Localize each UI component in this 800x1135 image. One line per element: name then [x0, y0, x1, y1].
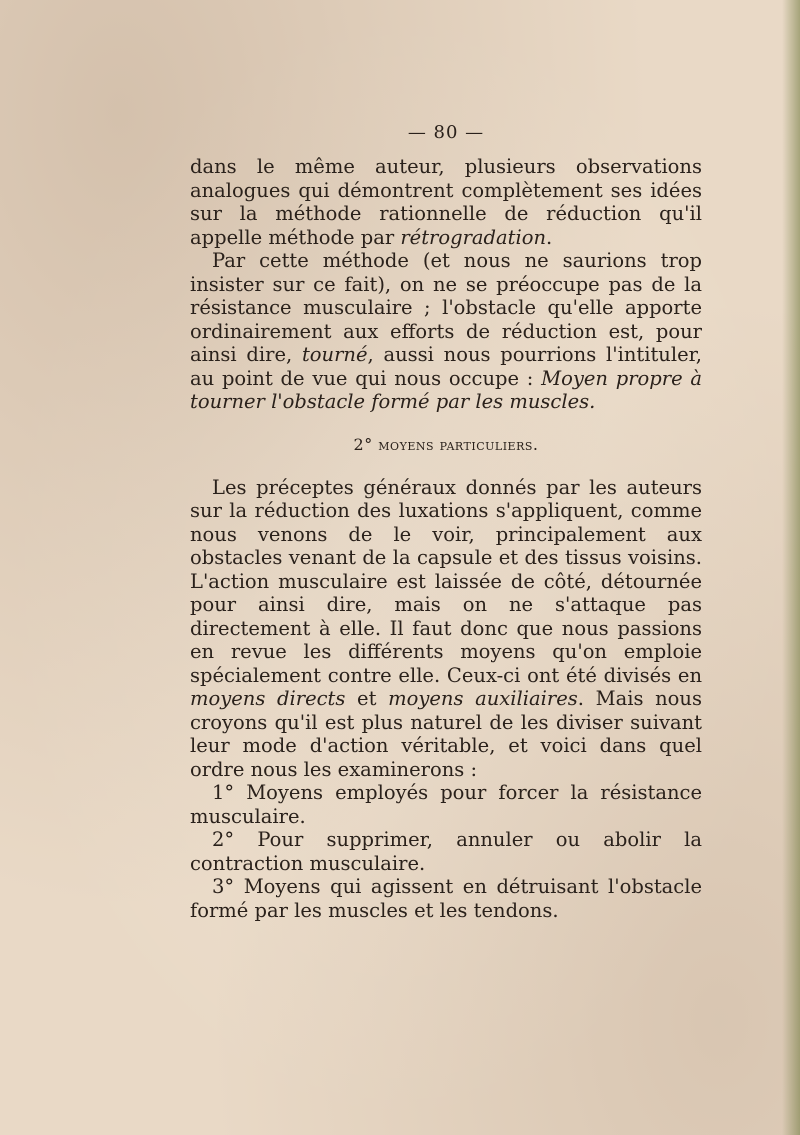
paragraph-3-end: . Mais nous croyons qu'il est plus naturel de les diviser suivant leur mode d'action véritable, et voici dans quel ordre nous les examinerons : — [190, 687, 702, 781]
paragraph-3-term-1: moyens directs — [190, 687, 346, 710]
paragraph-2-term: tourné — [301, 343, 368, 366]
paragraph-3 — [190, 476, 702, 782]
paragraph-1 — [190, 155, 702, 249]
page-edge-stain — [782, 0, 800, 1135]
paragraph-3-term-2: moyens auxiliaires — [388, 687, 578, 710]
list-item-2: 2° Pour supprimer, annuler ou abolir la contraction musculaire. — [190, 828, 702, 875]
paragraph-1-text: dans le même auteur, plusieurs observations analogues qui démontrent complètement ses idées sur la méthode rationnelle de réduction qu'il appelle méthode par — [190, 155, 702, 249]
paragraph-3-text: Les préceptes généraux donnés par les auteurs sur la réduction des luxations s'appliquent, comme nous venons de le voir, principalement aux obstacles venant de la capsule et des tissus voisins. L'action musculaire est laissée de côté, détournée pour ainsi dire, mais on ne s'attaque pas directement à elle. Il faut donc que nous passions en revue les différents moyens qu'on emploie spécialement contre elle. Ceux-ci ont été divisés en — [190, 475, 702, 687]
paragraph-2-text: Par cette méthode (et nous ne saurions trop insister sur ce fait), on ne se préoccupe pas de la résistance musculaire ; l'obstacle qu'elle apporte ordinairement aux efforts de réduction est, pour ainsi dire, — [190, 249, 702, 366]
paragraph-1-end: . — [546, 225, 553, 249]
section-heading: 2° moyens particuliers. — [353, 434, 539, 454]
list-item-3: 3° Moyens qui agissent en détruisant l'obstacle formé par les muscles et les tendons. — [190, 875, 702, 922]
page-body — [190, 122, 702, 922]
paragraph-2-middle: , aussi nous pourrions l'intituler, au point de vue qui nous occupe : — [190, 343, 702, 390]
paragraph-2-title: Moyen propre à tourner l'obstacle formé par les muscles. — [190, 366, 702, 413]
page-number: — 80 — — [407, 122, 485, 143]
paragraph-1-term: rétrogradation — [400, 225, 547, 249]
paragraph-2 — [190, 249, 702, 414]
paragraph-3-conj: et — [345, 687, 389, 710]
list-item-1: 1° Moyens employés pour forcer la résistance musculaire. — [190, 781, 702, 828]
